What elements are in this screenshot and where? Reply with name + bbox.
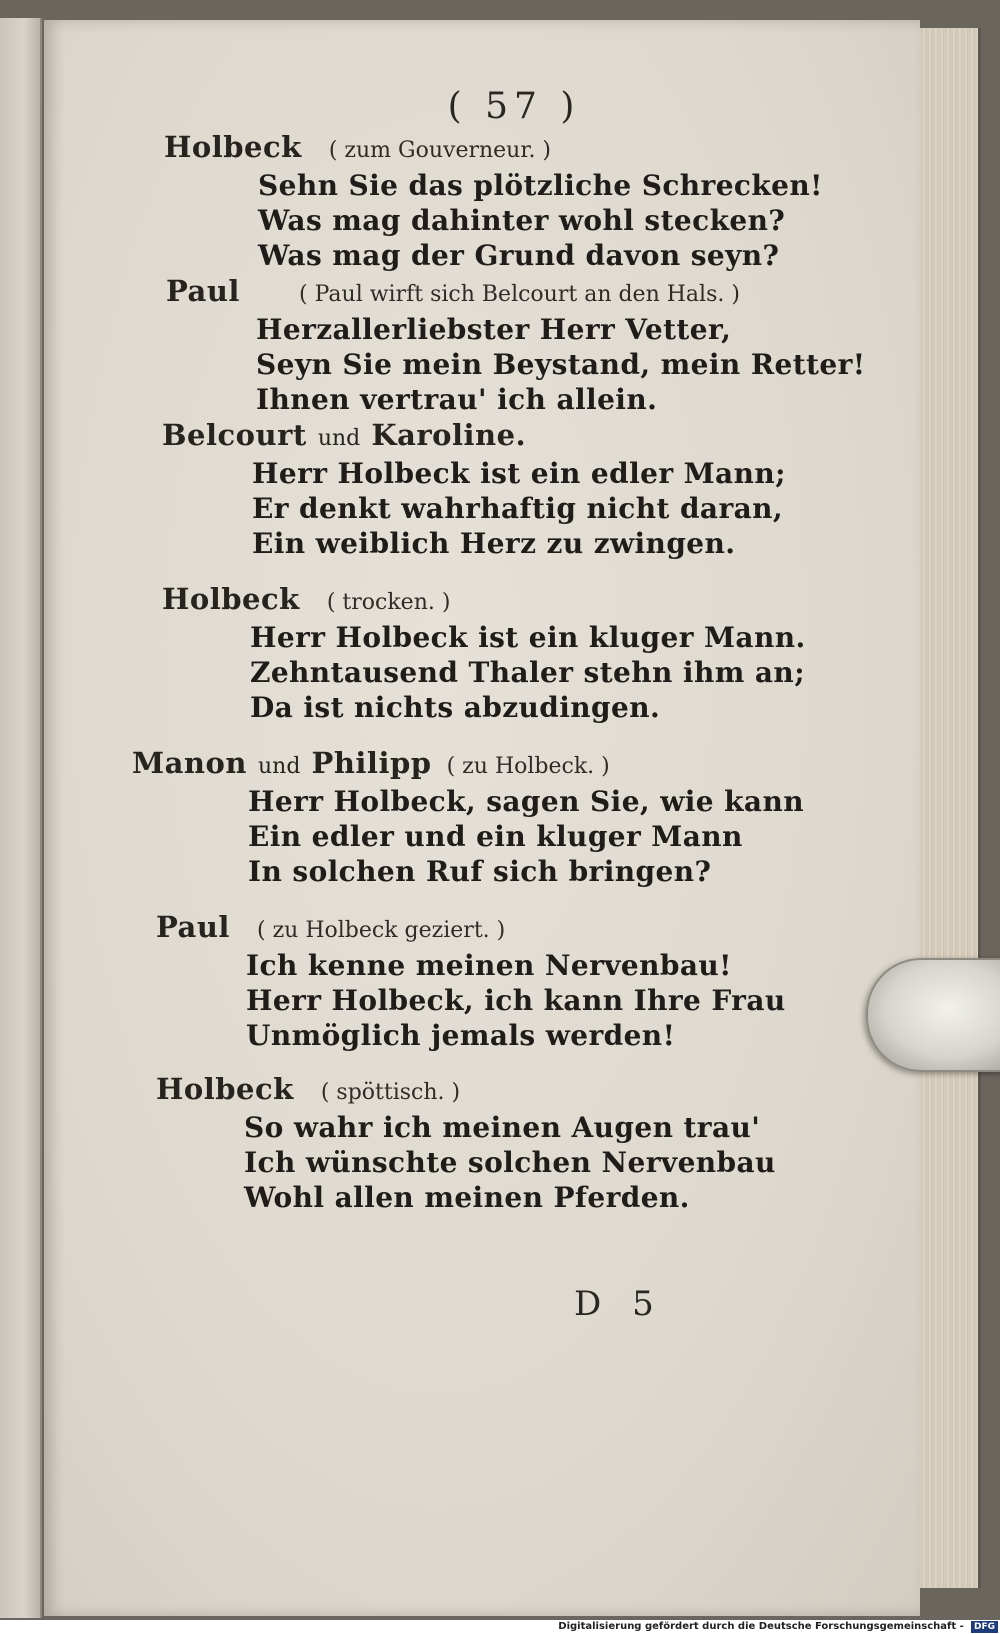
verse-line: Ihnen vertrau' ich allein.: [256, 383, 658, 416]
page-clip: [866, 958, 1000, 1072]
speech-block: [44, 130, 904, 273]
conjunction: und: [258, 754, 301, 779]
verse-line: In solchen Ruf sich bringen?: [248, 855, 712, 888]
speech-block: [44, 274, 904, 417]
speaker-name: Holbeck: [162, 582, 300, 616]
verse-line: Was mag der Grund davon seyn?: [258, 239, 780, 272]
stage-direction: ( spöttisch. ): [320, 1080, 461, 1105]
verse-line: Herr Holbeck, ich kann Ihre Frau: [246, 984, 786, 1017]
verse-line: Herzallerliebster Herr Vetter,: [256, 313, 732, 346]
catchword-signature: D 5: [574, 1284, 664, 1324]
verse-line: Sehn Sie das plötzliche Schrecken!: [258, 169, 823, 202]
verse-line: Seyn Sie mein Beystand, mein Retter!: [256, 348, 866, 381]
speaker-name: Holbeck: [156, 1072, 294, 1106]
stage-direction: ( zum Gouverneur. ): [328, 138, 552, 163]
verse-line: Wohl allen meinen Pferden.: [244, 1181, 690, 1214]
verse-line: Er denkt wahrhaftig nicht daran,: [252, 492, 784, 525]
speech-block: [44, 746, 904, 889]
speaker-line: [44, 418, 904, 452]
dfg-logo[interactable]: DFG: [971, 1621, 998, 1633]
verse-line: Ein weiblich Herz zu zwingen.: [252, 527, 736, 560]
verse-line: Ein edler und ein kluger Mann: [248, 820, 743, 853]
verse-line: So wahr ich meinen Augen trau': [244, 1111, 761, 1144]
speaker-name: Paul: [156, 910, 230, 944]
digitization-footer: [0, 1620, 1000, 1634]
speaker-line: [44, 582, 904, 616]
speech-block: [44, 418, 904, 561]
footer-text: Digitalisierung gefördert durch die Deutsche Forschungsgemeinschaft -: [558, 1621, 964, 1632]
verse-line: Ich wünschte solchen Nervenbau: [244, 1146, 776, 1179]
speech-block: [44, 1072, 904, 1215]
stage-direction: ( zu Holbeck. ): [446, 754, 610, 779]
speaker-name-2: Karoline.: [371, 418, 527, 452]
verse-line: Herr Holbeck ist ein kluger Mann.: [250, 621, 806, 654]
verse-line: Unmöglich jemals werden!: [246, 1019, 676, 1052]
speaker-line: [44, 130, 904, 164]
stage-direction: ( trocken. ): [326, 590, 451, 615]
verse-line: Da ist nichts abzudingen.: [250, 691, 661, 724]
facing-page-edge: [0, 18, 42, 1618]
verse-line: Zehntausend Thaler stehn ihm an;: [250, 656, 805, 689]
speaker-line: [44, 274, 904, 308]
verse-line: Herr Holbeck ist ein edler Mann;: [252, 457, 786, 490]
speaker-name: Belcourt: [162, 418, 307, 452]
verse-line: Was mag dahinter wohl stecken?: [258, 204, 786, 237]
speaker-name: Holbeck: [164, 130, 302, 164]
conjunction: und: [317, 426, 361, 451]
speech-block: [44, 910, 904, 1053]
speaker-name: Manon: [132, 746, 247, 780]
stage-direction: ( zu Holbeck geziert. ): [257, 918, 506, 943]
speaker-line: [44, 746, 904, 780]
speaker-name: Paul: [166, 274, 240, 308]
speaker-line: [44, 910, 904, 944]
speaker-line: [44, 1072, 904, 1106]
page-stack-edge: [920, 28, 981, 1588]
book-page: [44, 20, 920, 1616]
verse-line: Herr Holbeck, sagen Sie, wie kann: [248, 785, 804, 818]
stage-direction: ( Paul wirft sich Belcourt an den Hals. ): [299, 282, 740, 307]
verse-line: Ich kenne meinen Nervenbau!: [246, 949, 732, 982]
speaker-name-2: Philipp: [311, 746, 432, 780]
page-number: ( 57 ): [447, 86, 581, 127]
speech-block: [44, 582, 904, 725]
